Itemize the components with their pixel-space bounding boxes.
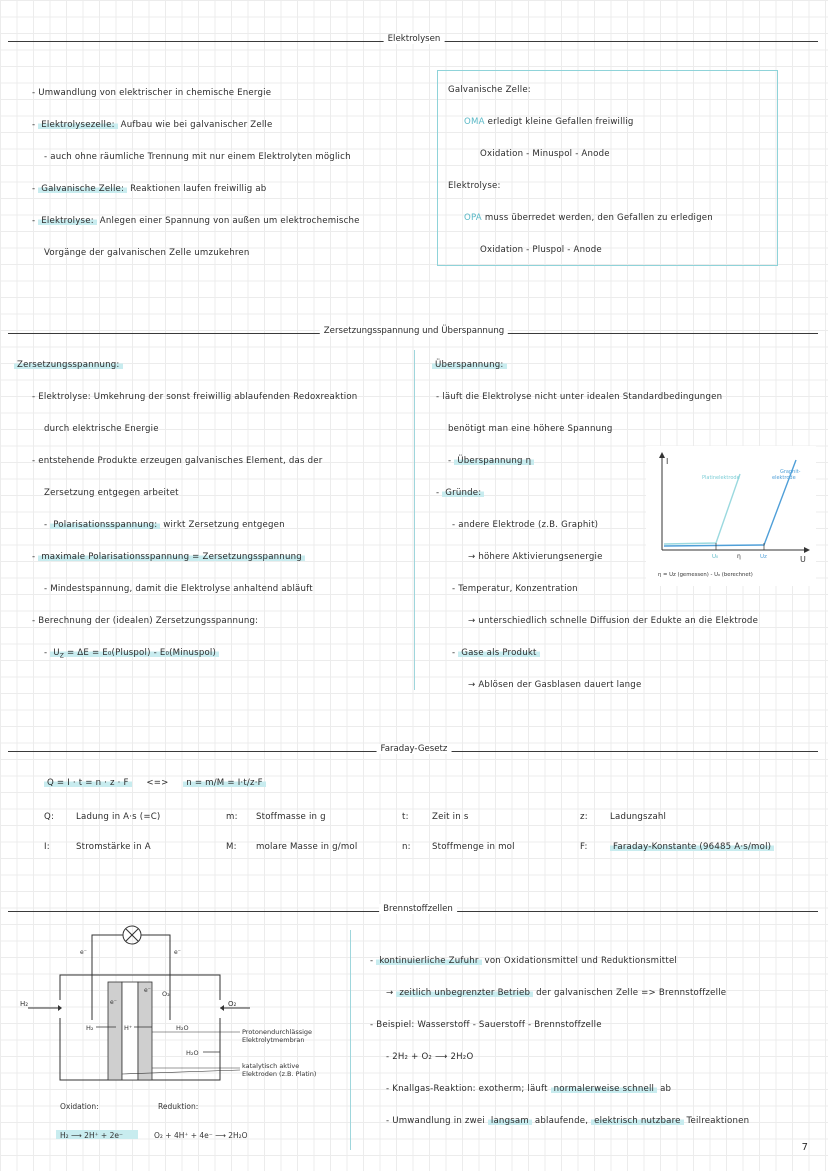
definition-text: Stoffmenge in mol xyxy=(432,842,515,852)
note-line: - Gründe: xyxy=(436,488,484,498)
curve-label-platinum: Platinelektrode xyxy=(702,475,740,481)
formula-text: = ΔE = E₀(Pluspol) - E₀(Minuspol) xyxy=(64,648,217,658)
note-line: Zersetzung entgegen arbeitet xyxy=(44,488,179,498)
box-detail: Oxidation - Pluspol - Anode xyxy=(480,245,602,255)
formula-q: Q = I · t = n · z · F xyxy=(44,778,132,788)
highlight-term: Elektrolyse: xyxy=(38,216,97,226)
label-o2-inside: O₂ xyxy=(162,990,170,998)
definition-text: Stoffmasse in g xyxy=(256,812,326,822)
mnemonic-box xyxy=(437,70,778,266)
definition-text: Zeit in s xyxy=(432,812,469,822)
definition-symbol: t: xyxy=(402,812,409,822)
cathode-electrode xyxy=(138,982,152,1080)
left-heading xyxy=(14,360,123,370)
definition-text: molare Masse in g/mol xyxy=(256,842,358,852)
highlight-term: Galvanische Zelle: xyxy=(38,184,127,194)
formula-symbol: U xyxy=(53,648,60,658)
note-line: → zeitlich unbegrenzter Betrieb der galvanischen Zelle => Brennstoffzelle xyxy=(386,988,727,998)
column-divider xyxy=(350,930,351,1150)
section-title: Faraday-Gesetz xyxy=(377,744,452,754)
note-line: - Umwandlung von elektrischer in chemische Energie xyxy=(32,88,272,98)
note-text: von Oxidationsmittel und Reduktionsmittel xyxy=(481,956,678,966)
definition-text: Ladungszahl xyxy=(610,812,667,822)
formula-zersetzung xyxy=(50,648,219,658)
note-text: Reaktionen laufen freiwillig ab xyxy=(127,184,267,194)
definition-text: Stromstärke in A xyxy=(76,842,151,852)
curve-label-graphite-2: elektrode xyxy=(772,475,796,481)
note-line: - auch ohne räumliche Trennung mit nur einem Elektrolyten möglich xyxy=(44,152,351,162)
label-electrode-1: katalytisch aktive xyxy=(242,1062,300,1070)
note-line: - läuft die Elektrolyse nicht unter idealen Standardbedingungen xyxy=(436,392,723,402)
definition-text xyxy=(610,842,774,852)
definition-text: Ladung in A·s (=C) xyxy=(76,812,161,822)
label-u0: U₀ xyxy=(712,554,719,560)
heading-zersetzungsspannung: Zersetzungsspannung: xyxy=(14,360,123,370)
column-divider xyxy=(414,350,415,690)
anode-electrode xyxy=(108,982,122,1080)
note-line: - Polarisationsspannung: wirkt Zersetzung entgegen xyxy=(44,520,285,530)
note-line: - Berechnung der (idealen) Zersetzungsspannung: xyxy=(32,616,259,626)
y-axis-label: I xyxy=(666,457,669,466)
section-header-faraday xyxy=(8,744,818,758)
label-h2o-inside: H₂O xyxy=(176,1024,189,1032)
section-title: Elektrolysen xyxy=(384,34,445,44)
label-h2-inside: H₂ xyxy=(86,1024,94,1032)
fuel-cell-diagram xyxy=(20,920,350,1155)
curve-label-graphite: Graphit- xyxy=(780,469,801,475)
heading-ueberspannung: Überspannung: xyxy=(432,360,507,370)
label-reduktion: Reduktion: xyxy=(158,1102,199,1111)
box-line xyxy=(464,213,713,223)
label-uz: Uz xyxy=(760,554,767,560)
section-header-elektrolysen xyxy=(8,34,818,48)
note-line: - entstehende Produkte erzeugen galvanisches Element, das der xyxy=(32,456,323,466)
highlight-term: elektrisch nutzbare xyxy=(591,1116,684,1126)
box-line xyxy=(464,117,634,127)
note-line: - Gase als Produkt xyxy=(452,648,540,658)
note-line: - $U_Z = \Delta E$ = E₀(Pluspol) - E₀(Minuspol) xyxy=(44,648,219,660)
highlight-term: kontinuierliche Zufuhr xyxy=(376,956,481,966)
note-line: - Überspannung η xyxy=(448,456,534,466)
section-header-zersetzung xyxy=(8,326,818,340)
box-title-galvanic: Galvanische Zelle: xyxy=(448,85,531,95)
arrow-head xyxy=(58,1005,62,1011)
formula-equivalence: <=> xyxy=(146,778,169,788)
note-line xyxy=(386,1116,749,1126)
definition-symbol: n: xyxy=(402,842,411,852)
note-text: ab xyxy=(657,1084,672,1094)
label-electron-wire: e⁻ xyxy=(174,949,181,956)
note-line: Vorgänge der galvanischen Zelle umzukehren xyxy=(44,248,250,258)
section-title: Zersetzungsspannung und Überspannung xyxy=(320,326,508,336)
definition-symbol: M: xyxy=(226,842,237,852)
note-line: durch elektrische Energie xyxy=(44,424,159,434)
note-text: wirkt Zersetzung entgegen xyxy=(160,520,285,530)
note-line: → höhere Aktivierungsenergie xyxy=(468,552,603,562)
note-line: - kontinuierliche Zufuhr von Oxidationsmittel und Reduktionsmittel xyxy=(370,956,678,966)
graph-formula: η = Uz (gemessen) - U₀ (berechnet) xyxy=(658,572,753,578)
note-line: benötigt man eine höhere Spannung xyxy=(448,424,613,434)
highlight-term: Gründe: xyxy=(442,488,484,498)
note-text: - Knallgas-Reaktion: exotherm; läuft xyxy=(386,1084,551,1094)
faraday-formula xyxy=(44,778,266,788)
note-line: - Mindestspannung, damit die Elektrolyse anhaltend abläuft xyxy=(44,584,313,594)
highlight-term: Gase als Produkt xyxy=(458,648,539,658)
label-membrane-2: Elektrolytmembran xyxy=(242,1036,305,1044)
highlight-term: zeitlich unbegrenzter Betrieb xyxy=(396,988,533,998)
mnemonic-opa: OPA xyxy=(464,213,482,223)
highlight-term: Elektrolysezelle: xyxy=(38,120,117,130)
box-text: muss überredet werden, den Gefallen zu erledigen xyxy=(481,213,713,223)
overvoltage-graph xyxy=(646,446,816,586)
section-title: Brennstoffzellen xyxy=(379,904,457,914)
note-text: Anlegen einer Spannung von außen um elektrochemische xyxy=(96,216,360,226)
graph-background xyxy=(646,446,816,586)
box-title-electrolysis: Elektrolyse: xyxy=(448,181,501,191)
x-axis-label: U xyxy=(800,555,806,564)
note-text: ablaufende, xyxy=(531,1116,592,1126)
label-membrane-1: Protonendurchlässige xyxy=(242,1028,313,1036)
definition-symbol: I: xyxy=(44,842,50,852)
highlight-term: langsam xyxy=(488,1116,532,1126)
definition-symbol: F: xyxy=(580,842,588,852)
note-line: - Elektrolyse: Umkehrung der sonst freiwillig ablaufenden Redoxreaktion xyxy=(32,392,358,402)
note-text: Teilreaktionen xyxy=(683,1116,750,1126)
section-header-brennstoffzellen xyxy=(8,904,818,918)
note-line: - Beispiel: Wasserstoff - Sauerstoff - Brennstoffzelle xyxy=(370,1020,602,1030)
equation-reduktion: O₂ + 4H⁺ + 4e⁻ ⟶ 2H₂O xyxy=(154,1131,248,1140)
faraday-constant: Faraday-Konstante (96485 A·s/mol) xyxy=(610,842,774,852)
definition-symbol: Q: xyxy=(44,812,55,822)
highlight-term: normalerweise schnell xyxy=(551,1084,658,1094)
note-text: Aufbau wie bei galvanischer Zelle xyxy=(117,120,273,130)
label-h2-inlet: H₂ xyxy=(20,1000,29,1008)
highlight-term: Überspannung η xyxy=(454,456,534,466)
note-text: - Umwandlung in zwei xyxy=(386,1116,488,1126)
note-line: → unterschiedlich schnelle Diffusion der Edukte an die Elektrode xyxy=(468,616,759,626)
label-o2-inlet: O₂ xyxy=(228,1000,237,1008)
note-line xyxy=(386,1084,671,1094)
equation-oxidation: H₂ ⟶ 2H⁺ + 2e⁻ xyxy=(60,1131,123,1140)
label-electrode-2: Elektroden (z.B. Platin) xyxy=(242,1070,317,1078)
label-h2o-outlet: H₂O xyxy=(186,1049,199,1057)
definition-symbol: m: xyxy=(226,812,238,822)
note-line: - 2H₂ + O₂ ⟶ 2H₂O xyxy=(386,1052,474,1062)
note-line: → Ablösen der Gasblasen dauert lange xyxy=(468,680,642,690)
note-line: - andere Elektrode (z.B. Graphit) xyxy=(452,520,599,530)
mnemonic-oma: OMA xyxy=(464,117,485,127)
note-line: - Galvanische Zelle: Reaktionen laufen freiwillig ab xyxy=(32,184,267,194)
arrow-head xyxy=(220,1005,224,1011)
label-electron-right: e⁻ xyxy=(144,987,151,994)
note-line: - Temperatur, Konzentration xyxy=(452,584,578,594)
note-line: - Elektrolyse: Anlegen einer Spannung von außen um elektrochemische xyxy=(32,216,360,226)
formula-n: n = m/M = I·t/z·F xyxy=(183,778,266,788)
label-hplus: H⁺ xyxy=(124,1024,133,1032)
note-line: - maximale Polarisationsspannung = Zersetzungsspannung xyxy=(32,552,305,562)
highlight-term: Polarisationsspannung: xyxy=(50,520,160,530)
label-electron-left: e⁻ xyxy=(110,999,117,1006)
definition-symbol: z: xyxy=(580,812,588,822)
right-heading xyxy=(432,360,507,370)
highlight-term: maximale Polarisationsspannung = Zersetzungsspannung xyxy=(38,552,305,562)
note-text: der galvanischen Zelle => Brennstoffzelle xyxy=(533,988,727,998)
box-text: erledigt kleine Gefallen freiwillig xyxy=(484,117,634,127)
label-oxidation: Oxidation: xyxy=(60,1102,99,1111)
label-eta: η xyxy=(737,553,741,560)
label-electron-wire: e⁻ xyxy=(80,949,87,956)
note-line: - Elektrolysezelle: Aufbau wie bei galvanischer Zelle xyxy=(32,120,273,130)
box-detail: Oxidation - Minuspol - Anode xyxy=(480,149,610,159)
page-number: 7 xyxy=(801,1142,808,1153)
formula-subscript: Z xyxy=(59,652,65,660)
